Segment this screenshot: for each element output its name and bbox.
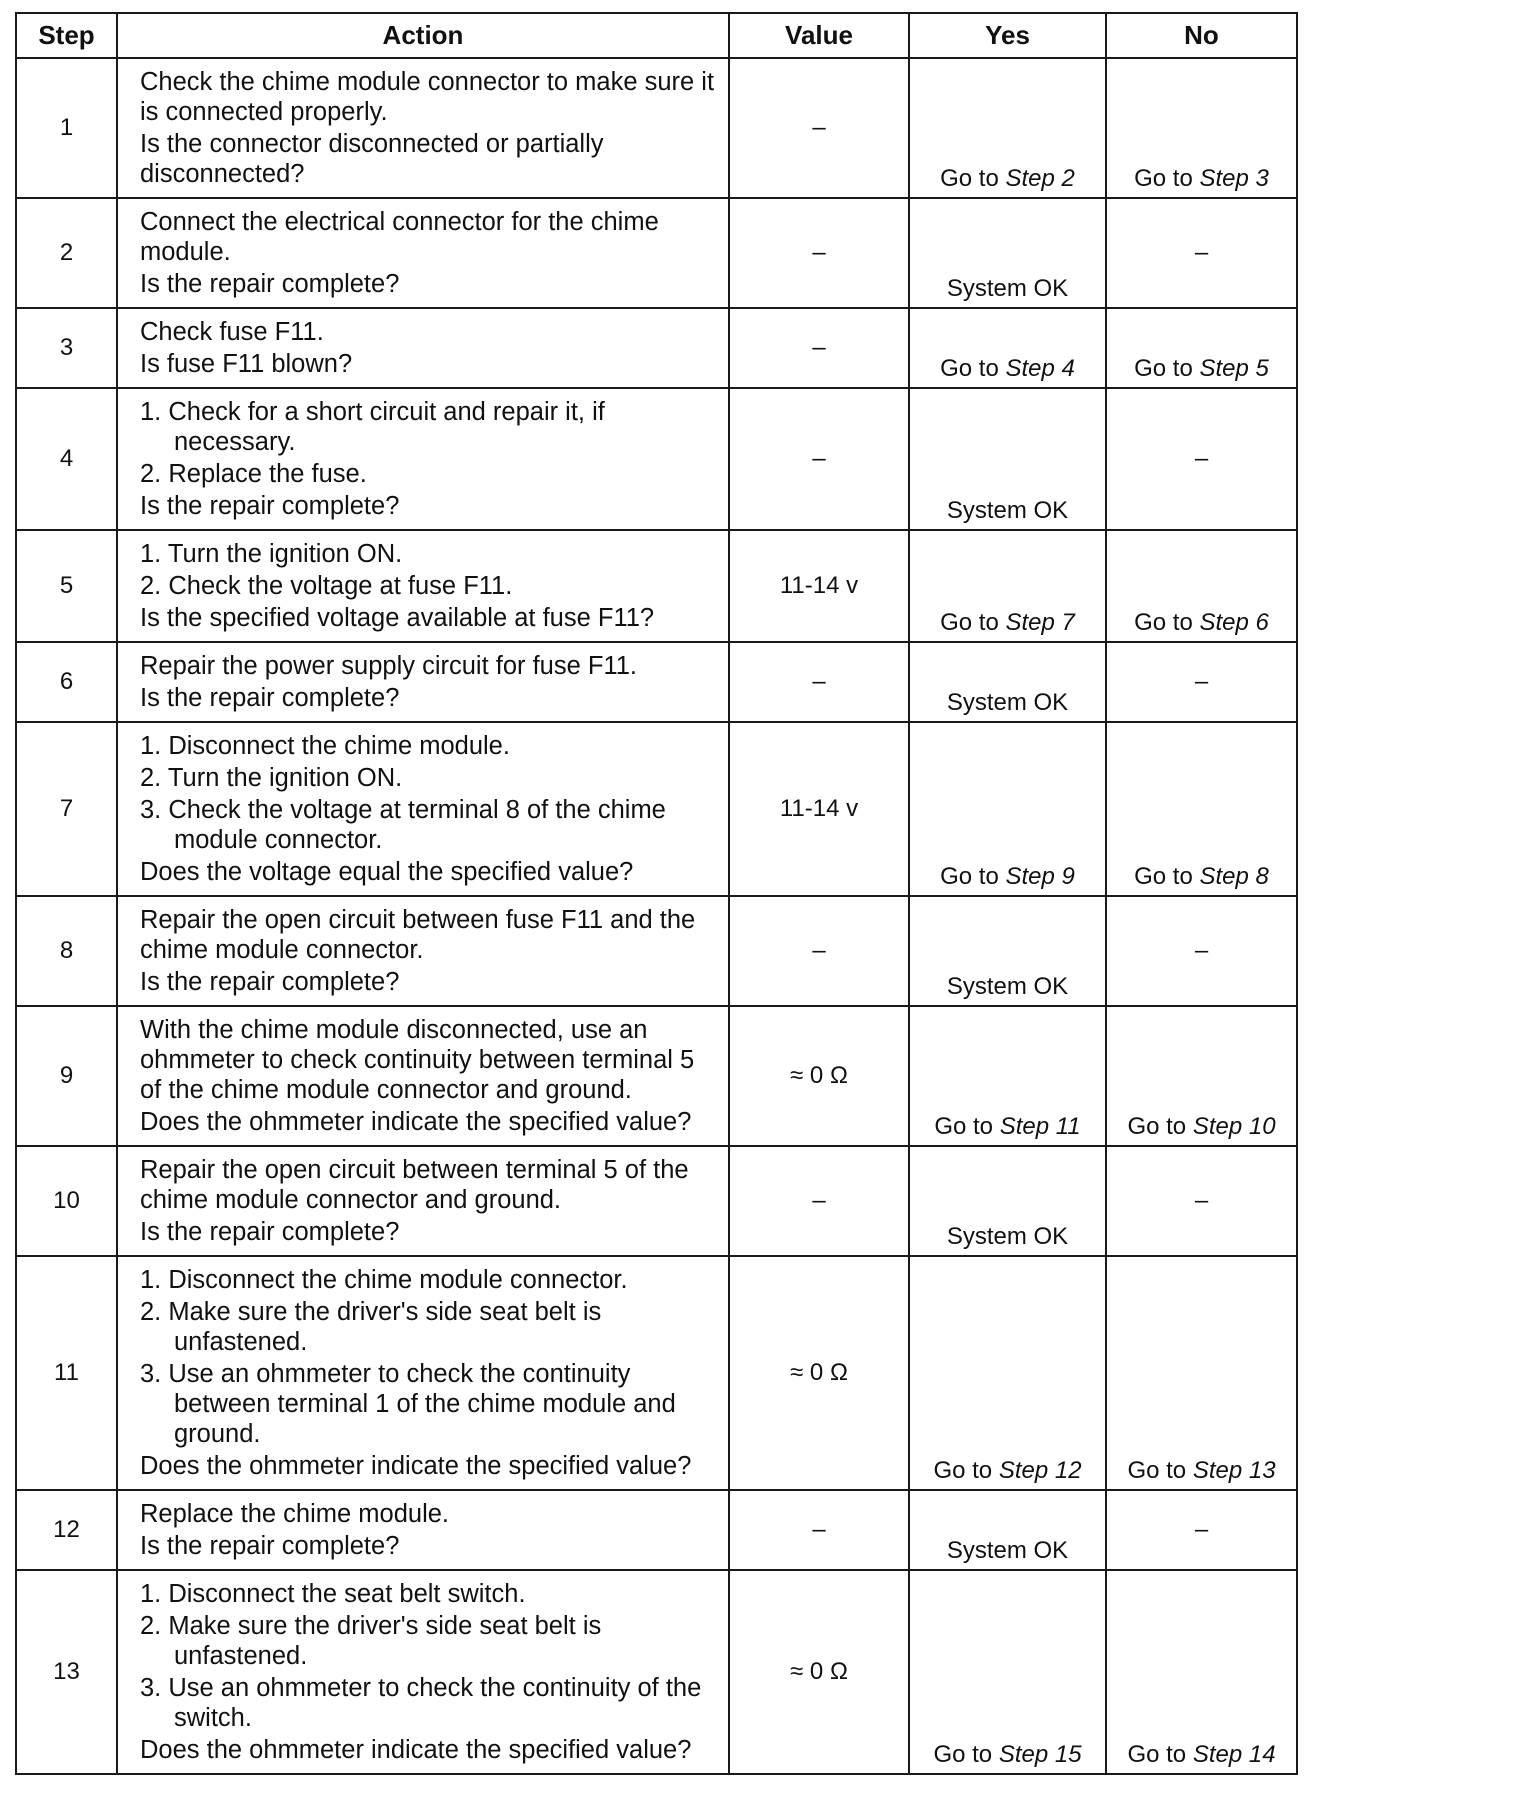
no-result-text: –	[1194, 1187, 1209, 1214]
no-goto-step: Step 10	[1192, 1113, 1276, 1140]
no-cell	[1106, 1146, 1297, 1256]
value-cell: –	[729, 308, 909, 388]
no-goto-prefix: Go to	[1127, 1457, 1193, 1484]
no-cell	[1106, 1006, 1297, 1146]
no-goto-prefix: Go to	[1134, 165, 1200, 192]
yes-cell	[909, 388, 1106, 530]
value-cell: 11-14 v	[729, 722, 909, 896]
no-cell	[1106, 1256, 1297, 1490]
no-cell	[1106, 198, 1297, 308]
yes-goto-step: Step 4	[1005, 355, 1075, 382]
yes-cell	[909, 198, 1106, 308]
table-row	[16, 1256, 1297, 1490]
yes-cell	[909, 1256, 1106, 1490]
no-result-text: –	[1194, 1516, 1209, 1543]
table-row	[16, 1570, 1297, 1774]
value-cell: –	[729, 1146, 909, 1256]
step-number: 7	[16, 722, 117, 896]
table-row	[16, 388, 1297, 530]
table-row	[16, 1006, 1297, 1146]
value-cell: –	[729, 1490, 909, 1570]
yes-cell	[909, 530, 1106, 642]
action-line: 2. Turn the ignition ON.	[140, 764, 403, 792]
yes-goto-step: Step 11	[999, 1113, 1081, 1140]
yes-result-text: System OK	[946, 497, 1069, 524]
value-cell: –	[729, 388, 909, 530]
no-goto-step: Step 3	[1199, 165, 1269, 192]
table-row	[16, 198, 1297, 308]
no-cell	[1106, 722, 1297, 896]
action-line: Is the repair complete?	[140, 1532, 400, 1560]
action-line: 3. Check the voltage at terminal 8 of the chime module connector.	[140, 796, 666, 854]
no-cell	[1106, 530, 1297, 642]
value-cell: 11-14 v	[729, 530, 909, 642]
action-line: Check fuse F11.	[140, 318, 324, 346]
action-cell	[117, 1006, 729, 1146]
header-no: No	[1106, 13, 1297, 58]
action-line: Does the ohmmeter indicate the specified value?	[140, 1736, 692, 1764]
action-cell	[117, 308, 729, 388]
no-goto-step: Step 6	[1199, 609, 1269, 636]
value-cell: –	[729, 896, 909, 1006]
header-value: Value	[729, 13, 909, 58]
action-line: Repair the open circuit between terminal 5 of the chime module connector and ground.	[140, 1156, 689, 1214]
yes-goto-step: Step 7	[1005, 609, 1075, 636]
action-line: Is the repair complete?	[140, 968, 400, 996]
no-goto-step: Step 5	[1199, 355, 1269, 382]
action-cell	[117, 1490, 729, 1570]
yes-cell	[909, 1490, 1106, 1570]
yes-cell	[909, 308, 1106, 388]
value-cell: –	[729, 58, 909, 198]
action-cell	[117, 642, 729, 722]
action-line: 2. Make sure the driver's side seat belt is unfastened.	[140, 1612, 602, 1670]
yes-goto-step: Step 2	[1005, 165, 1075, 192]
no-goto-prefix: Go to	[1127, 1113, 1193, 1140]
step-number: 8	[16, 896, 117, 1006]
action-line: Connect the electrical connector for the chime module.	[140, 208, 659, 266]
yes-result-text: System OK	[946, 973, 1069, 1000]
no-cell	[1106, 642, 1297, 722]
yes-goto-prefix: Go to	[940, 355, 1006, 382]
action-line: 2. Check the voltage at fuse F11.	[140, 572, 513, 600]
no-goto-prefix: Go to	[1134, 355, 1200, 382]
action-line: 1. Turn the ignition ON.	[140, 540, 403, 568]
header-row	[16, 13, 1297, 58]
yes-goto-prefix: Go to	[933, 1741, 999, 1768]
action-line: Is the repair complete?	[140, 1218, 400, 1246]
header-action: Action	[117, 13, 729, 58]
value-cell: –	[729, 642, 909, 722]
action-line: Is the repair complete?	[140, 270, 400, 298]
yes-cell	[909, 896, 1106, 1006]
action-line: Does the voltage equal the specified value?	[140, 858, 634, 886]
action-line: 1. Disconnect the chime module connector.	[140, 1266, 628, 1294]
yes-goto-step: Step 9	[1005, 863, 1075, 890]
no-cell	[1106, 388, 1297, 530]
action-line: 1. Disconnect the chime module.	[140, 732, 510, 760]
yes-goto-prefix: Go to	[933, 1457, 999, 1484]
step-number: 3	[16, 308, 117, 388]
action-cell	[117, 58, 729, 198]
yes-result-text: System OK	[946, 1537, 1069, 1564]
step-number: 10	[16, 1146, 117, 1256]
no-goto-step: Step 14	[1192, 1741, 1276, 1768]
header-step: Step	[16, 13, 117, 58]
action-cell	[117, 1570, 729, 1774]
no-goto-step: Step 8	[1199, 863, 1269, 890]
no-result-text: –	[1194, 668, 1209, 695]
yes-cell	[909, 1146, 1106, 1256]
no-result-text: –	[1194, 445, 1209, 472]
action-line: Repair the power supply circuit for fuse F11.	[140, 652, 638, 680]
yes-cell	[909, 58, 1106, 198]
no-cell	[1106, 896, 1297, 1006]
no-result-text: –	[1194, 239, 1209, 266]
action-line: Is the repair complete?	[140, 492, 400, 520]
action-line: Does the ohmmeter indicate the specified value?	[140, 1108, 692, 1136]
value-cell: ≈ 0 Ω	[729, 1570, 909, 1774]
no-goto-prefix: Go to	[1134, 863, 1200, 890]
value-cell: –	[729, 198, 909, 308]
no-result-text: –	[1194, 937, 1209, 964]
action-line: Is the repair complete?	[140, 684, 400, 712]
yes-cell	[909, 1006, 1106, 1146]
yes-cell	[909, 1570, 1106, 1774]
table-row	[16, 896, 1297, 1006]
action-line: 2. Replace the fuse.	[140, 460, 367, 488]
action-cell	[117, 896, 729, 1006]
table-row	[16, 58, 1297, 198]
action-cell	[117, 530, 729, 642]
action-line: Is the connector disconnected or partially disconnected?	[140, 130, 604, 188]
action-cell	[117, 198, 729, 308]
yes-cell	[909, 642, 1106, 722]
no-cell	[1106, 1490, 1297, 1570]
action-cell	[117, 1256, 729, 1490]
step-number: 5	[16, 530, 117, 642]
table-row	[16, 722, 1297, 896]
no-cell	[1106, 58, 1297, 198]
no-goto-prefix: Go to	[1127, 1741, 1193, 1768]
action-cell	[117, 1146, 729, 1256]
no-cell	[1106, 308, 1297, 388]
yes-goto-prefix: Go to	[940, 863, 1006, 890]
table-row	[16, 530, 1297, 642]
action-line: Is fuse F11 blown?	[140, 350, 353, 378]
action-line: Is the specified voltage available at fuse F11?	[140, 604, 655, 632]
yes-goto-prefix: Go to	[940, 609, 1006, 636]
action-line: 3. Use an ohmmeter to check the continuity between terminal 1 of the chime module and ground.	[140, 1360, 676, 1448]
action-line: With the chime module disconnected, use an ohmmeter to check continuity between terminal 5 of the chime module connector and ground.	[140, 1016, 695, 1104]
table-body	[16, 58, 1297, 1774]
step-number: 9	[16, 1006, 117, 1146]
action-line: Does the ohmmeter indicate the specified value?	[140, 1452, 692, 1480]
no-goto-prefix: Go to	[1134, 609, 1200, 636]
step-number: 4	[16, 388, 117, 530]
table-row	[16, 642, 1297, 722]
step-number: 11	[16, 1256, 117, 1490]
table-row	[16, 1146, 1297, 1256]
action-line: 1. Check for a short circuit and repair it, if necessary.	[140, 398, 605, 456]
action-cell	[117, 388, 729, 530]
value-cell: ≈ 0 Ω	[729, 1256, 909, 1490]
step-number: 13	[16, 1570, 117, 1774]
table-row	[16, 1490, 1297, 1570]
step-number: 12	[16, 1490, 117, 1570]
no-goto-step: Step 13	[1192, 1457, 1276, 1484]
step-number: 6	[16, 642, 117, 722]
no-cell	[1106, 1570, 1297, 1774]
action-cell	[117, 722, 729, 896]
action-line: 3. Use an ohmmeter to check the continuity of the switch.	[140, 1674, 702, 1732]
action-line: 1. Disconnect the seat belt switch.	[140, 1580, 526, 1608]
value-cell: ≈ 0 Ω	[729, 1006, 909, 1146]
yes-result-text: System OK	[946, 1223, 1069, 1250]
yes-result-text: System OK	[946, 275, 1069, 302]
step-number: 1	[16, 58, 117, 198]
yes-goto-step: Step 15	[998, 1741, 1082, 1768]
yes-goto-prefix: Go to	[934, 1113, 1000, 1140]
step-number: 2	[16, 198, 117, 308]
yes-result-text: System OK	[946, 689, 1069, 716]
diagnostic-table	[15, 12, 1298, 1775]
header-yes: Yes	[909, 13, 1106, 58]
yes-cell	[909, 722, 1106, 896]
action-line: Repair the open circuit between fuse F11 and the chime module connector.	[140, 906, 696, 964]
action-line: 2. Make sure the driver's side seat belt is unfastened.	[140, 1298, 602, 1356]
table-row	[16, 308, 1297, 388]
yes-goto-step: Step 12	[998, 1457, 1082, 1484]
action-line: Check the chime module connector to make sure it is connected properly.	[140, 68, 715, 126]
action-line: Replace the chime module.	[140, 1500, 450, 1528]
yes-goto-prefix: Go to	[940, 165, 1006, 192]
